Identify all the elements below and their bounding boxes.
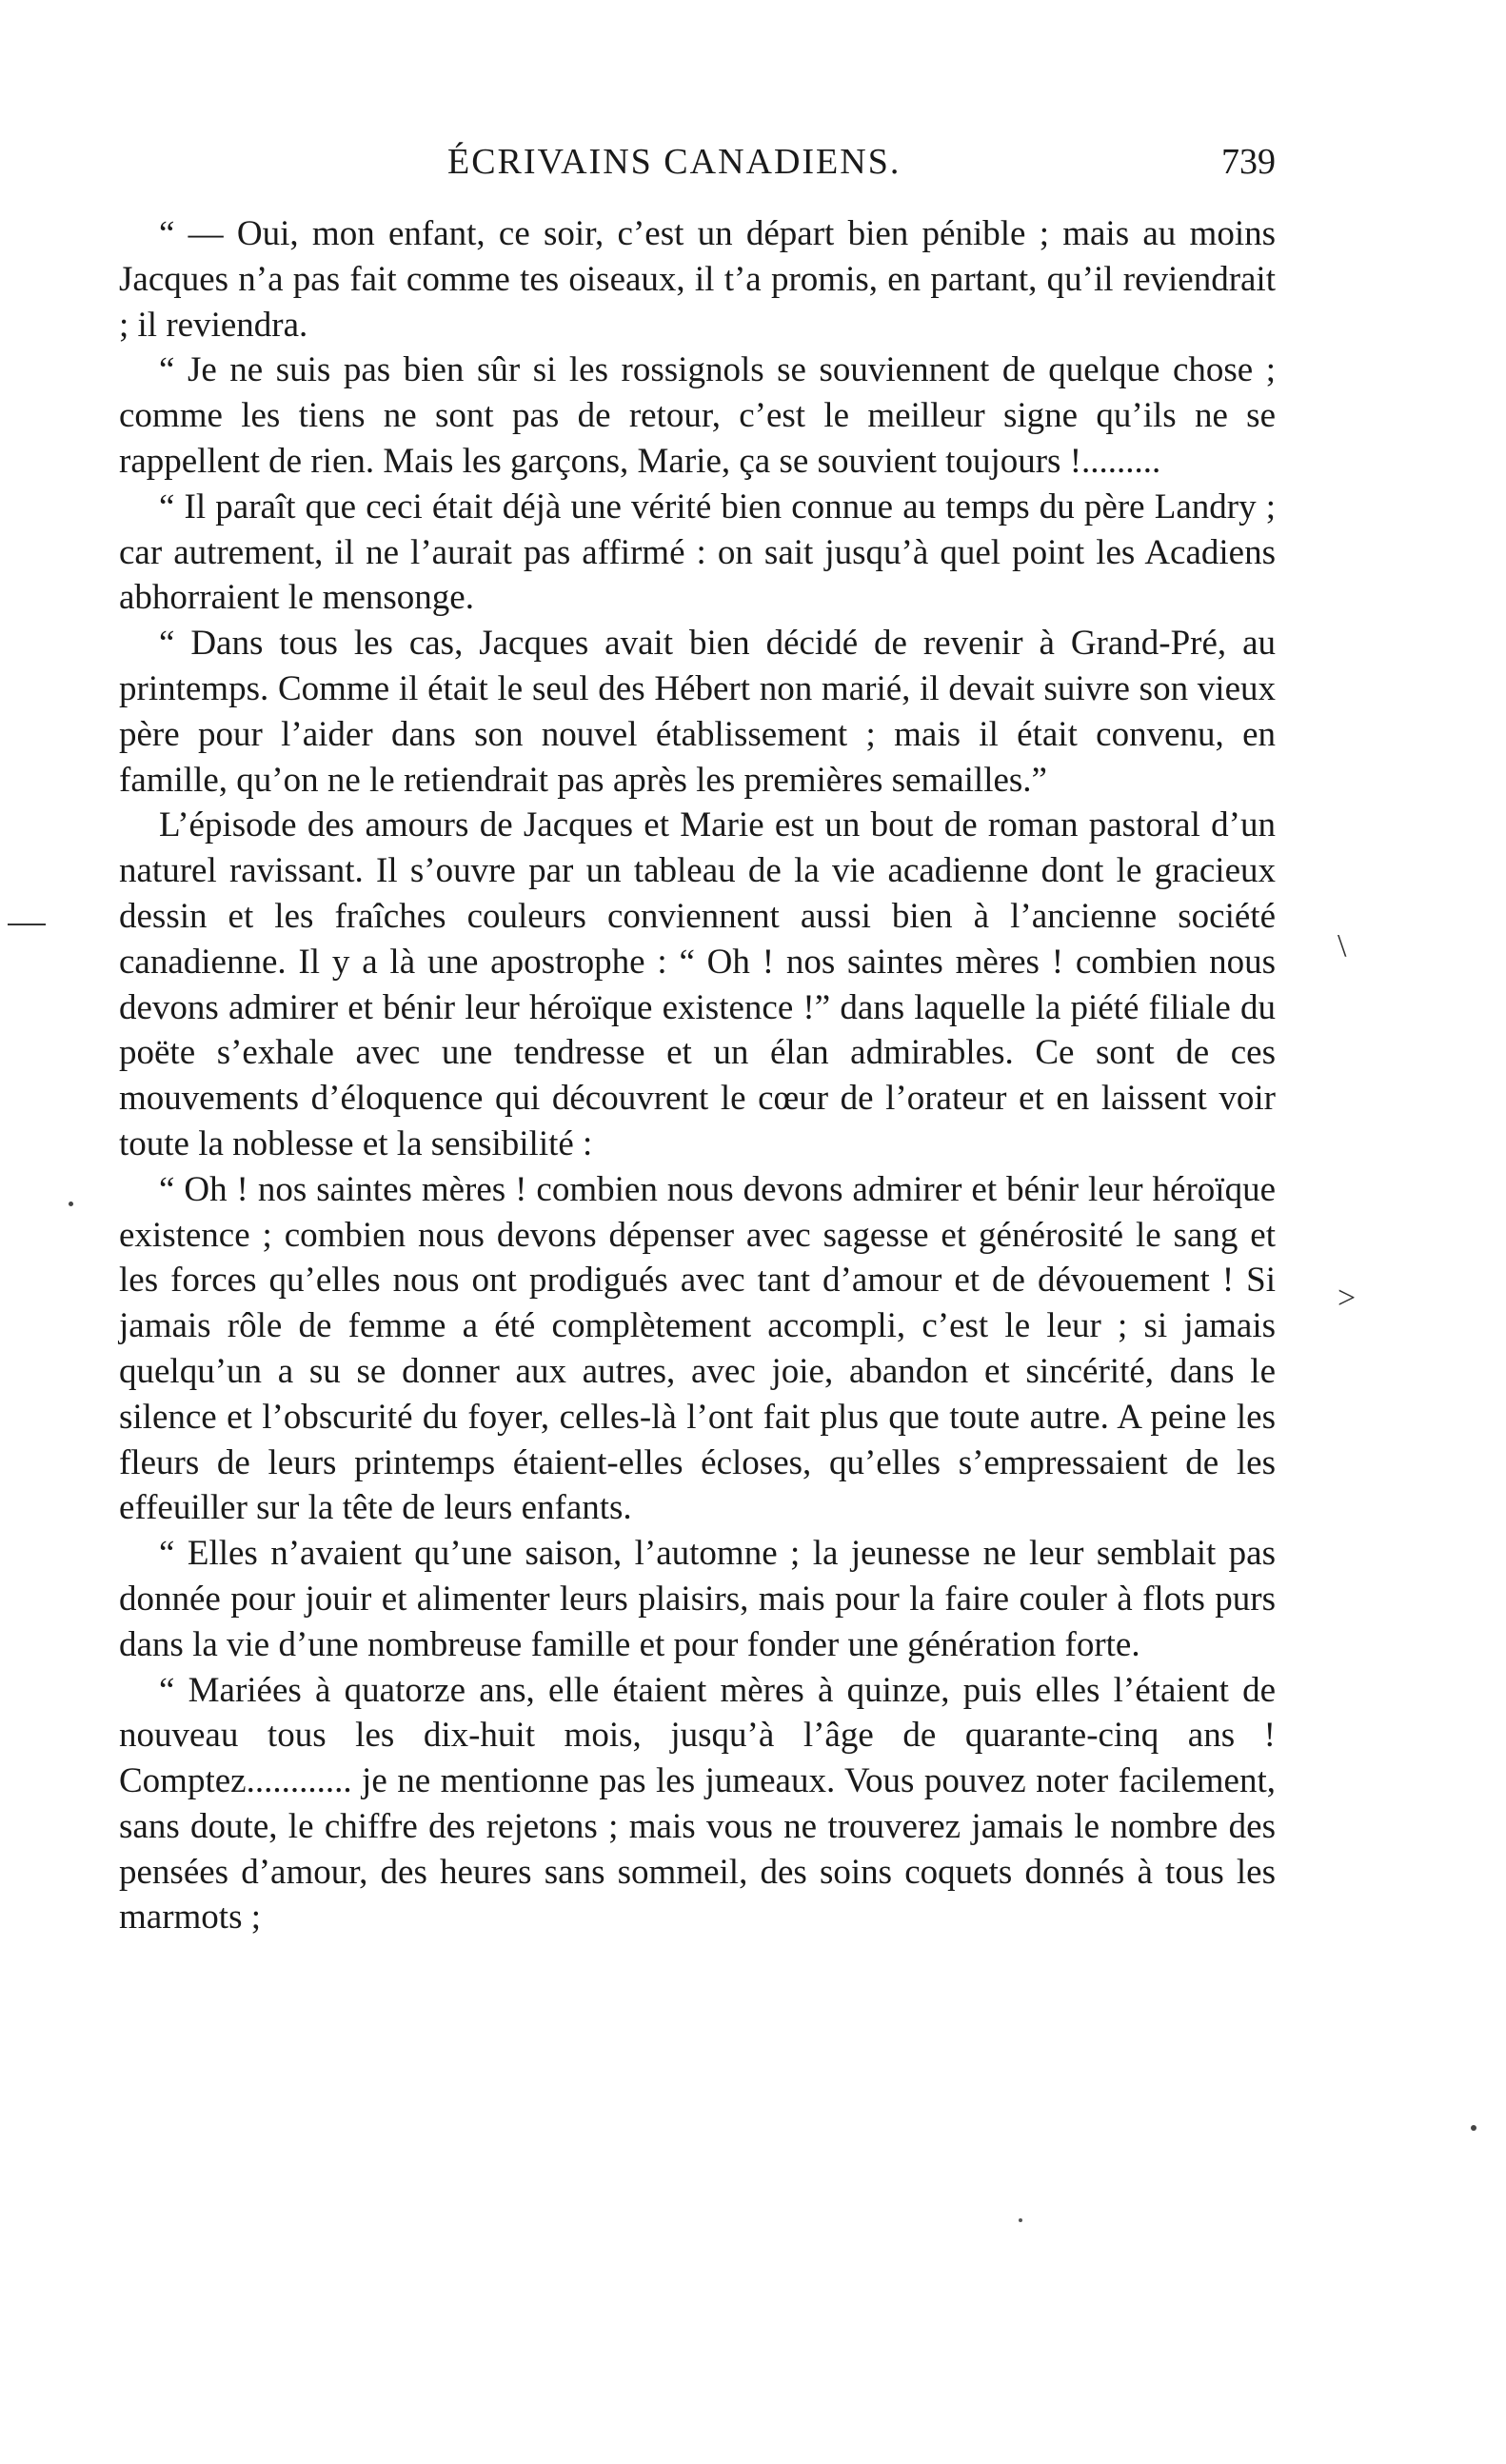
margin-dash-mark [8,924,46,925]
paragraph: “ Mariées à quatorze ans, elle étaient mères à quinze, puis elles l’étaient de nouveau tous les dix-huit mois, jusqu’à l’âge de quarante-cinq ans ! Comptez............ je ne mentionne pas les jumeaux. Vous pouvez noter facilement, sans doute, le chiffre des rejetons ; mais vous ne trouverez jamais le nombre des pensées d’amour, des heures sans sommeil, des soins coquets donnés à tous les marmots ; [119,1670,1276,1937]
margin-check-mark: \ [1338,928,1347,964]
paragraph: “ Oh ! nos saintes mères ! combien nous devons admirer et bénir leur héroïque existence ; combien nous devons dépenser avec sagesse et générosité le sang et les forces qu’elles nous ont prodigués avec tant d’amour et de dévouement ! Si jamais rôle de femme a été complètement accompli, c’est le leur ; si jamais quelqu’un a su se donner aux autres, avec joie, abandon et sincérité, dans le silence et l’obscurité du foyer, celles-là l’ont fait plus que toute autre. A peine les fleurs de leurs printemps étaient-elles écloses, qu’elles s’empressaient de les effeuiller sur la tête de leurs enfants. [119,1169,1276,1528]
paragraph: “ Je ne suis pas bien sûr si les rossignols se souviennent de quelque chose ; comme les tiens ne sont pas de retour, c’est le meilleur signe qu’ils ne se rappellent de rien. Mais les garçons, Marie, ça se souvient toujours !......... [119,350,1276,481]
margin-check-mark: > [1338,1281,1357,1316]
page-number: 739 [1221,142,1276,182]
paragraph: L’épisode des amours de Jacques et Marie est un bout de roman pastoral d’un naturel ravissant. Il s’ouvre par un tableau de la vie acadienne dont le gracieux dessin et les fraîches couleurs conviennent aussi bien à l’ancienne société canadienne. Il y a là une apostrophe : “ Oh ! nos saintes mères ! combien nous devons admirer et bénir leur héroïque existence !” dans laquelle la piété filiale du poëte s’exhale avec une tendresse et un élan admirables. Ce sont de ces mouvements d’éloquence qui découvrent le cœur de l’orateur et en laissent voir toute la noblesse et la sensibilité : [119,805,1276,1163]
body-text [119,211,1276,1940]
margin-dot-mark [1019,2218,1022,2222]
paragraph: “ Dans tous les cas, Jacques avait bien décidé de revenir à Grand-Pré, au printemps. Comme il était le seul des Hébert non marié, il devait suivre son vieux père pour l’aider dans son nouvel établissement ; mais il était convenu, en famille, qu’on ne le retiendrait pas après les premières semailles.” [119,624,1276,800]
running-title: ÉCRIVAINS CANADIENS. [447,142,902,182]
margin-dot-mark [1471,2125,1476,2131]
paragraph: “ Il paraît que ceci était déjà une vérité bien connue au temps du père Landry ; car autrement, il ne l’aurait pas affirmé : on sait jusqu’à quel point les Acadiens abhorraient le mensonge. [119,487,1276,618]
paragraph: “ — Oui, mon enfant, ce soir, c’est un départ bien pénible ; mais au moins Jacques n’a pas fait comme tes oiseaux, il t’a promis, en partant, qu’il reviendrait ; il reviendra. [119,214,1276,345]
paragraph: “ Elles n’avaient qu’une saison, l’automne ; la jeunesse ne leur semblait pas donnée pour jouir et alimenter leurs plaisirs, mais pour la faire couler à flots purs dans la vie d’une nombreuse famille et pour fonder une génération forte. [119,1534,1276,1664]
margin-dot-mark [69,1202,73,1206]
running-head [119,141,1276,189]
